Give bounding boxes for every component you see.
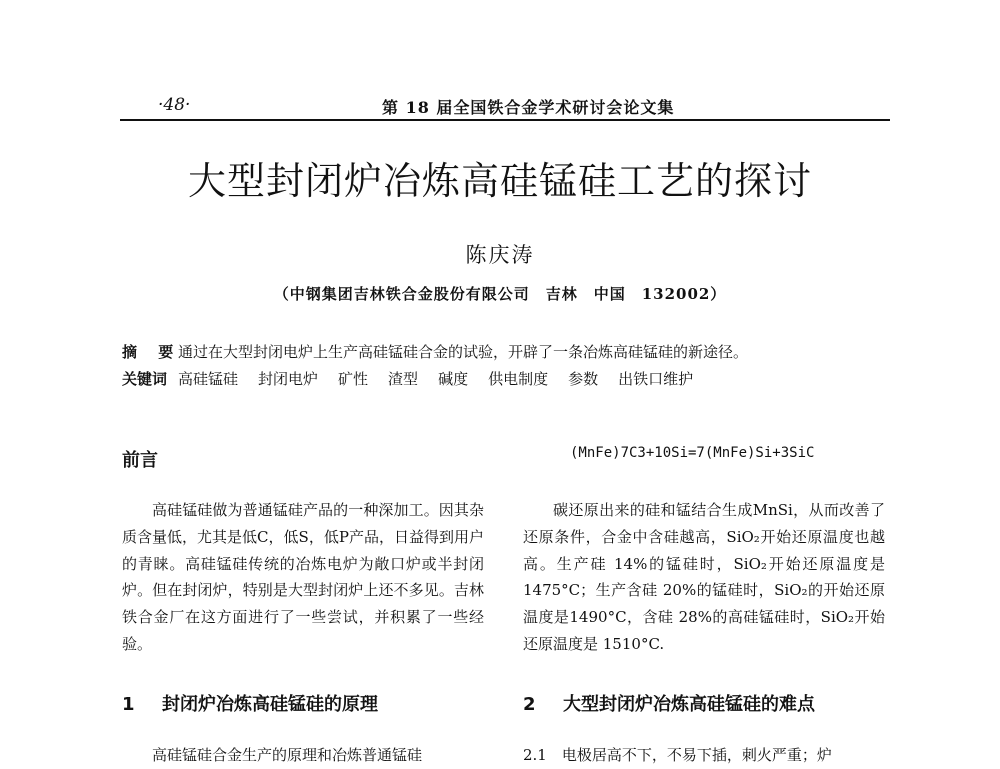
section-1-heading — [122, 690, 378, 716]
section-1-number: 1 — [122, 694, 135, 715]
abstract — [122, 341, 902, 362]
keyword: 封闭电炉 — [258, 370, 319, 388]
section-2-1-paragraph: 2.1 电极居高不下，不易下插，刺火严重；炉 — [523, 746, 832, 764]
paper-title: 大型封闭炉冶炼高硅锰硅工艺的探讨 — [187, 159, 812, 203]
section-1-body — [122, 742, 484, 769]
section-2-title: 大型封闭炉冶炼高硅锰硅的难点 — [563, 694, 815, 715]
right-paragraph: 碳还原出来的硅和锰结合生成MnSi，从而改善了还原条件，合金中含硅越高，SiO₂开始还原温度也越高。生产硅 14%的锰硅时，SiO₂开始还原温度是 1475°C；生产含硅 20%的锰硅时，SiO₂的开始还原温度是1490°C，含硅 28%的高硅锰硅时，SiO₂开始还原温度是 1510°C. — [523, 501, 885, 653]
keyword: 参数 — [568, 370, 599, 388]
keywords — [122, 368, 902, 389]
affiliation: （中钢集团吉林铁合金股份有限公司 吉林 中国 132002） — [273, 285, 727, 303]
keyword: 高硅锰硅 — [178, 370, 239, 388]
page-number: ·48· — [158, 95, 191, 115]
author: 陈庆涛 — [465, 243, 535, 267]
keyword: 矿性 — [338, 370, 369, 388]
keyword: 渣型 — [388, 370, 419, 388]
section-1-paragraph: 高硅锰硅合金生产的原理和冶炼普通锰硅 — [152, 746, 423, 764]
foreword-body — [122, 497, 484, 658]
keyword: 出铁口维护 — [618, 370, 694, 388]
journal-title: 第 18 届全国铁合金学术研讨会论文集 — [382, 98, 675, 117]
abstract-text: 通过在大型封闭电炉上生产高硅锰硅合金的试验，开辟了一条冶炼高硅锰硅的新途径。 — [178, 343, 749, 361]
keywords-label: 关键词 — [122, 370, 168, 388]
keyword: 供电制度 — [488, 370, 549, 388]
section-2-heading — [523, 690, 815, 716]
section-1-title: 封闭炉冶炼高硅锰硅的原理 — [162, 694, 378, 715]
foreword-paragraph: 高硅锰硅做为普通锰硅产品的一种深加工。因其杂质含量低，尤其是低C，低S，低P产品，日益得到用户的青睐。高硅锰硅传统的冶炼电炉为敞口炉或半封闭炉。但在封闭炉，特别是大型封闭炉上还不多见。吉林铁合金厂在这方面进行了一些尝试，并积累了一些经验。 — [122, 501, 484, 653]
keyword: 碱度 — [438, 370, 469, 388]
abstract-label: 摘 要 — [122, 343, 182, 361]
right-column-body — [523, 497, 885, 658]
reaction-formula: (MnFe)7C3+10Si=7(MnFe)Si+3SiC — [570, 445, 815, 461]
section-2-number: 2 — [523, 694, 536, 715]
foreword-heading: 前言 — [122, 450, 158, 471]
running-header — [120, 95, 890, 121]
section-2-1-body — [523, 742, 885, 769]
